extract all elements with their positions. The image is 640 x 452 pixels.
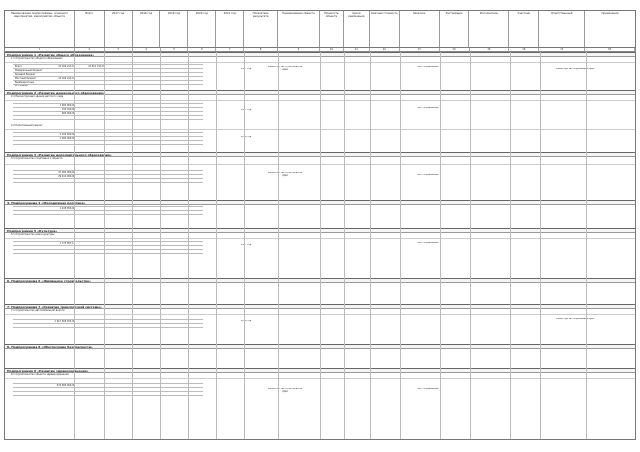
grid-line	[510, 52, 511, 440]
grid-line	[216, 52, 217, 440]
section-row: Подпрограмма 9 «Развитие здравоохранения»	[5, 368, 635, 373]
value-cell: 1 775 057,17	[59, 242, 75, 245]
section-row: 8. Подпрограмма 8 «Обеспечение безопасности»	[5, 344, 635, 349]
grid-line	[586, 52, 587, 440]
row-divider	[13, 245, 203, 246]
source-label: Всего	[15, 65, 22, 68]
column-number: 17	[539, 48, 585, 51]
header-cell: Сметная стоимость	[370, 11, 400, 47]
header-cell: Показатель результата	[244, 11, 278, 47]
row-divider	[13, 76, 203, 77]
header-cell: Примечание	[601, 12, 619, 15]
row-divider	[13, 103, 203, 104]
header-cell: Ответственный	[539, 11, 585, 47]
row-divider	[13, 174, 203, 175]
table-header	[4, 10, 636, 48]
column-number: 15	[470, 48, 510, 51]
source-label: Федеральный бюджет	[15, 69, 43, 72]
row-divider	[13, 395, 203, 396]
executor-cell: ФКУ «Управление»	[417, 242, 439, 244]
column-number: 16	[509, 48, 539, 51]
value-cell: 150 010,00	[61, 108, 75, 111]
grid-line	[400, 52, 401, 440]
source-label: Краевой бюджет	[15, 73, 36, 76]
grid-line	[470, 52, 471, 440]
row-divider	[13, 241, 203, 242]
column-number: 12	[370, 48, 400, 51]
grid-line	[344, 52, 345, 440]
grid-line	[440, 52, 441, 440]
executor-cell: ФКУ «Управление»	[417, 66, 439, 68]
capacity-cell: 2017 год	[240, 244, 252, 246]
row-divider	[13, 111, 203, 112]
value-cell: 15 162 213,07	[58, 65, 75, 68]
event-row: 9.1 Строительство объекта здравоохранения	[5, 373, 635, 379]
row-divider	[13, 249, 203, 250]
row-divider	[13, 214, 203, 215]
header-cell: 2020 год	[188, 11, 216, 47]
header-cell: Мощность объекта	[320, 11, 344, 47]
column-number: 10	[320, 48, 344, 51]
row-divider	[13, 387, 203, 388]
capacity-cell: 2018 год	[240, 320, 252, 322]
value-cell: 1 245 050,00	[59, 207, 75, 210]
grid-line	[370, 52, 371, 440]
source-label: Местный бюджет	[15, 77, 37, 80]
row-divider	[13, 210, 203, 211]
capacity-cell: 2017 год	[240, 109, 252, 111]
grid-line	[244, 52, 245, 440]
header-cell: Наименование объекта	[278, 11, 320, 47]
section-row: 7. Подпрограмма 7 «Развитие транспортной системы»	[5, 304, 635, 309]
value-cell: 1 000 000,00	[59, 137, 75, 140]
row-divider	[13, 140, 203, 141]
section-row: 4. Подпрограмма 4 «Молодёжная политика»	[5, 200, 635, 205]
source-label: Внебюджетные источники	[15, 81, 34, 87]
row-divider	[13, 323, 203, 324]
header-cell: Участник	[509, 11, 539, 47]
column-number: 2	[75, 48, 105, 51]
row-divider	[13, 253, 203, 254]
column-number: 7	[216, 48, 244, 51]
column-number: 4	[133, 48, 161, 51]
row-divider	[13, 115, 203, 116]
row-divider	[13, 84, 203, 85]
row-divider	[13, 206, 203, 207]
section-row: Подпрограмма 2 «Развитие дошкольного образования»	[5, 90, 635, 95]
header-cell: Застройщик	[440, 11, 470, 47]
row-divider	[13, 136, 203, 137]
header-cell: Заказчик	[400, 11, 440, 47]
section-row: Подпрограмма 5 «Культура»	[5, 228, 635, 233]
executor-cell: ФКУ «Управление»	[417, 174, 439, 176]
responsible-cell: Министерство образования края	[556, 68, 594, 70]
row-divider	[13, 327, 203, 328]
header-cell: Всего	[75, 11, 105, 47]
event-row: 2.1 Реконструкция здания детского сада	[5, 95, 635, 101]
section-row: 6. Подпрограмма 6 «Жилищное строительство»	[5, 278, 635, 283]
object-cell: Министерство строительства края	[267, 388, 303, 393]
row-divider	[13, 391, 203, 392]
object-cell: Министерство строительства края	[267, 172, 303, 177]
row-divider	[13, 319, 203, 320]
value-cell: 1 917 465 455,00	[54, 320, 75, 323]
column-number: 5	[161, 48, 189, 51]
value-cell: 47 094 000,00	[58, 171, 75, 174]
row-divider	[13, 383, 203, 384]
value-cell: 2 150 500,00	[59, 133, 75, 136]
header-cell: Наименование подпрограммы, основного мероприятия, мероприятия, объекта	[5, 11, 75, 47]
event-row: 5.1 Строительство дома культуры	[5, 233, 635, 239]
row-divider	[13, 64, 203, 65]
row-divider	[13, 170, 203, 171]
column-number: 14	[440, 48, 470, 51]
event-row: 7.1 Строительство автомобильной дороги	[5, 309, 635, 315]
executor-cell: ФКУ «Управление»	[417, 388, 439, 390]
event-row: 2.2 Капитальный ремонт	[5, 124, 635, 130]
column-number: 1	[5, 48, 75, 51]
header-cell: 2017 год	[105, 11, 133, 47]
value-cell: 14 162 213,07	[58, 77, 75, 80]
value-cell: 29 419 000,00	[58, 175, 75, 178]
section-row: Подпрограмма 3 «Развитие дополнительного образования»	[5, 152, 635, 157]
responsible-cell: Министерство образования края	[556, 318, 594, 320]
row-divider	[13, 182, 203, 183]
header-cell: Сроки реализации	[344, 11, 370, 47]
column-number: 11	[344, 48, 370, 51]
row-divider	[13, 132, 203, 133]
section-row: Подпрограмма 1 «Развитие общего образования»	[5, 52, 635, 57]
header-cell: Исполнитель	[469, 11, 509, 47]
column-number: 18	[585, 48, 635, 51]
event-row: 3.1 Строительство спортивного объекта	[5, 157, 635, 165]
object-cell: Министерство строительства края	[267, 66, 303, 71]
grid-line	[540, 52, 541, 440]
executor-cell: ФКУ «Управление»	[417, 107, 439, 109]
header-cell: 2018 год	[133, 11, 161, 47]
value-cell: 2 900 000,00	[59, 104, 75, 107]
row-divider	[13, 80, 203, 81]
table-body	[4, 52, 636, 440]
column-number: 13	[400, 48, 440, 51]
column-number: 6	[188, 48, 216, 51]
column-number: 9	[278, 48, 320, 51]
value-cell: 600 000,00	[61, 112, 75, 115]
header-cell: 2019 год	[160, 11, 188, 47]
header-cell: 2021 год	[216, 11, 244, 47]
value-cell: 12 811 213,07	[88, 65, 105, 68]
value-cell: 315 000 000,00	[56, 384, 75, 387]
column-number: 3	[105, 48, 133, 51]
row-divider	[13, 107, 203, 108]
row-divider	[13, 68, 203, 69]
grid-line	[320, 52, 321, 440]
capacity-cell: 2018 год	[240, 136, 252, 138]
row-divider	[13, 178, 203, 179]
document-sheet	[4, 10, 636, 440]
grid-line	[278, 52, 279, 440]
capacity-cell: 2017 год	[240, 68, 252, 70]
row-divider	[13, 119, 203, 120]
row-divider	[13, 72, 203, 73]
event-row: 1.1 Строительство объекта образования	[5, 57, 635, 63]
row-divider	[13, 144, 203, 145]
column-number: 8	[244, 48, 278, 51]
